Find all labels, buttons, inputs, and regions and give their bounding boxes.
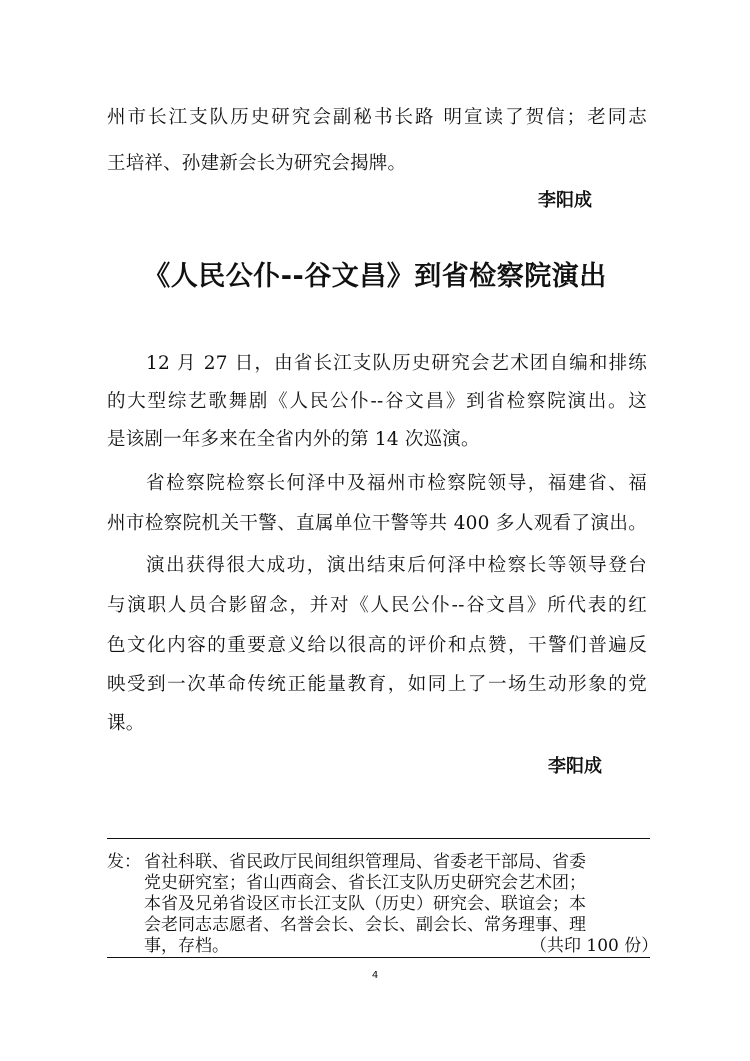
paragraph-3-line-2: 与演职人员合影留念，并对《人民公仆--谷文昌》所代表的红 — [107, 595, 647, 616]
paragraph-3-line-5: 课。 — [107, 713, 145, 734]
paragraph-3-line-3: 色文化内容的重要意义给以很高的评价和点赞，干警们普遍反 — [107, 635, 647, 656]
distribution-label: 发： — [107, 852, 141, 872]
prev-article-signature: 李阳成 — [538, 190, 592, 211]
distribution-line-5: 事，存档。 — [144, 936, 229, 956]
paragraph-3-line-1: 演出获得很大成功，演出结束后何泽中检察长等领导登台 — [146, 555, 647, 576]
distribution-top-rule — [107, 838, 650, 839]
prev-article-line-2: 王培祥、孙建新会长为研究会揭牌。 — [107, 153, 407, 174]
paragraph-1-line-2: 的大型综艺歌舞剧《人民公仆--谷文昌》到省检察院演出。这 — [107, 391, 647, 412]
distribution-bottom-rule — [107, 957, 650, 958]
distribution-line-4: 会老同志志愿者、名誉会长、会长、副会长、常务理事、理 — [144, 915, 586, 935]
paragraph-2-line-1: 省检察院检察长何泽中及福州市检察院领导，福建省、福 — [146, 473, 647, 494]
paragraph-3-line-4: 映受到一次革命传统正能量教育，如同上了一场生动形象的党 — [107, 674, 647, 695]
distribution-line-3: 本省及兄弟省设区市长江支队（历史）研究会、联谊会；本 — [144, 894, 586, 914]
distribution-line-2: 党史研究室；省山西商会、省长江支队历史研究会艺术团； — [144, 873, 586, 893]
paragraph-2-line-2: 州市检察院机关干警、直属单位干警等共 400 多人观看了演出。 — [107, 513, 647, 534]
paragraph-1-line-3: 是该剧一年多来在全省内外的第 14 次巡演。 — [107, 429, 480, 450]
article-title: 《人民公仆--谷文昌》到省检察院演出 — [143, 261, 607, 292]
article-signature: 李阳成 — [548, 756, 602, 777]
page-number: 4 — [371, 970, 379, 981]
prev-article-line-1: 州市长江支队历史研究会副秘书长路 明宣读了贺信；老同志 — [107, 107, 647, 128]
print-count: （共印 100 份） — [530, 936, 659, 956]
paragraph-1-line-1: 12 月 27 日，由省长江支队历史研究会艺术团自编和排练 — [146, 353, 647, 374]
distribution-line-1: 省社科联、省民政厅民间组织管理局、省委老干部局、省委 — [144, 852, 586, 872]
